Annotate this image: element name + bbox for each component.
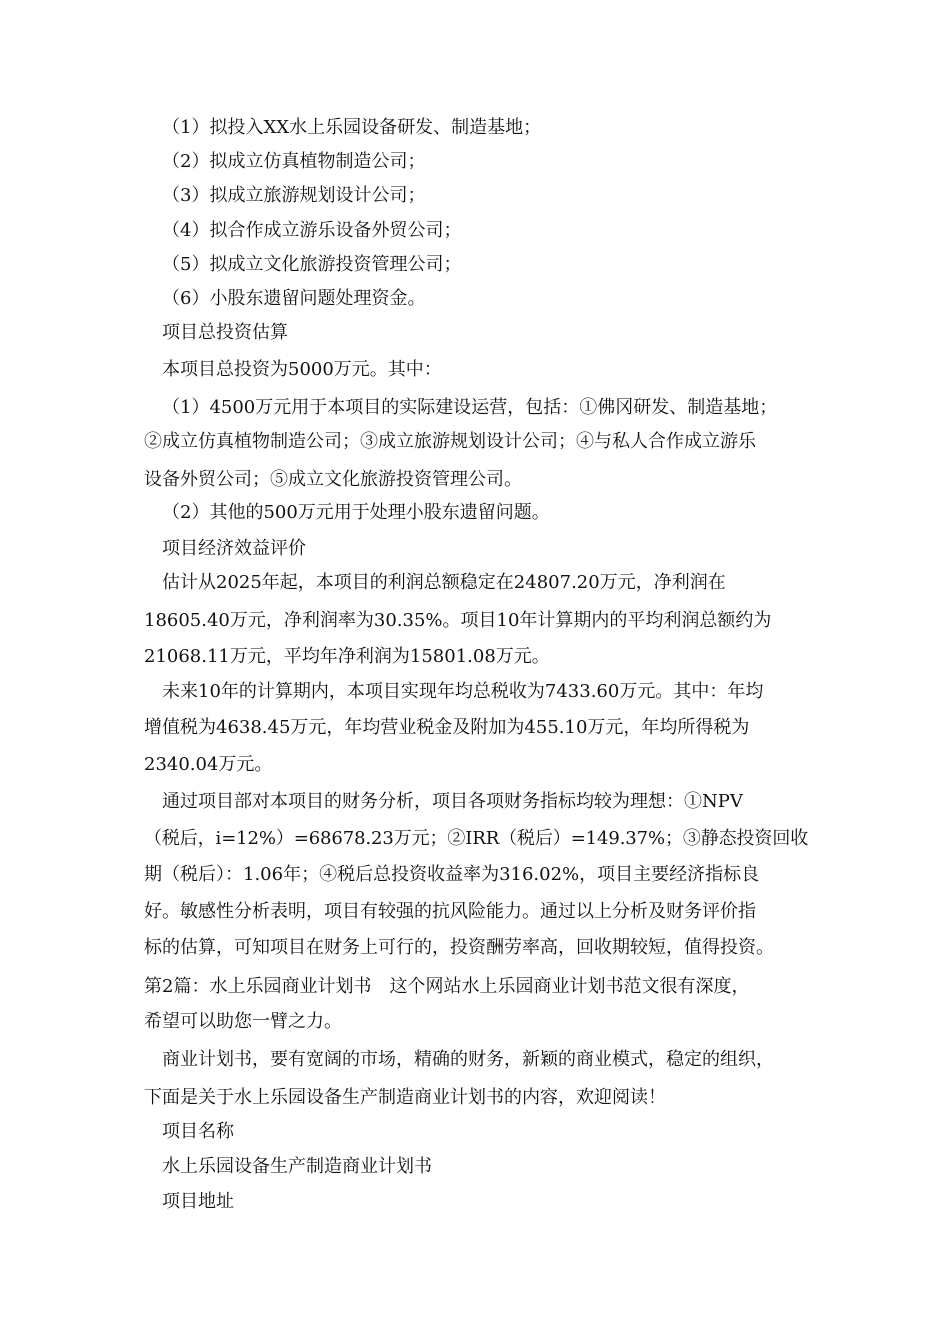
section-heading-project-name: 项目名称 (162, 1121, 234, 1142)
paragraph-line: 下面是关于水上乐园设备生产制造商业计划书的内容，欢迎阅读！ (144, 1087, 666, 1108)
section-heading-economic-evaluation: 项目经济效益评价 (162, 538, 306, 559)
paragraph-line: 增值税为4638.45万元，年均营业税金及附加为455.10万元，年均所得税为 (144, 717, 750, 738)
section-heading-investment: 项目总投资估算 (162, 322, 288, 343)
list-item-5: （5）拟成立文化旅游投资管理公司； (162, 254, 462, 275)
paragraph-line: 21068.11万元，平均年净利润为15801.08万元。 (144, 646, 550, 667)
chapter-heading-line: 第2篇：水上乐园商业计划书 这个网站水上乐园商业计划书范文很有深度， (144, 976, 750, 997)
paragraph-line: 标的估算，可知项目在财务上可行的，投资酬劳率高，回收期较短，值得投资。 (144, 937, 774, 958)
paragraph-line: 水上乐园设备生产制造商业计划书 (162, 1156, 432, 1177)
paragraph-line: （1）4500万元用于本项目的实际建设运营，包括：①佛冈研发、制造基地； (162, 397, 778, 418)
paragraph-line: 好。敏感性分析表明，项目有较强的抗风险能力。通过以上分析及财务评价指 (144, 901, 756, 922)
paragraph-line: 估计从2025年起，本项目的利润总额稳定在24807.20万元，净利润在 (162, 572, 726, 593)
paragraph-line: 设备外贸公司；⑤成立文化旅游投资管理公司。 (144, 469, 522, 490)
list-item-2: （2）拟成立仿真植物制造公司； (162, 151, 426, 172)
paragraph-line: （2）其他的500万元用于处理小股东遗留问题。 (162, 502, 550, 523)
paragraph-line: 期（税后）：1.06年；④税后总投资收益率为316.02%，项目主要经济指标良 (144, 864, 760, 885)
section-heading-project-address: 项目地址 (162, 1191, 234, 1212)
paragraph-line: 18605.40万元，净利润率为30.35%。项目10年计算期内的平均利润总额约为 (144, 610, 772, 631)
paragraph-line: 2340.04万元。 (144, 754, 273, 775)
list-item-3: （3）拟成立旅游规划设计公司； (162, 185, 426, 206)
paragraph-line: 商业计划书，要有宽阔的市场，精确的财务，新颖的商业模式，稳定的组织， (162, 1049, 774, 1070)
paragraph-line: 希望可以助您一臂之力。 (144, 1011, 342, 1032)
list-item-1: （1）拟投入XX水上乐园设备研发、制造基地； (162, 117, 542, 138)
paragraph-line: 通过项目部对本项目的财务分析，项目各项财务指标均较为理想：①NPV (162, 791, 743, 812)
paragraph-line: 本项目总投资为5000万元。其中： (162, 359, 442, 380)
paragraph-line: 未来10年的计算期内，本项目实现年均总税收为7433.60万元。其中：年均 (162, 681, 764, 702)
paragraph-line: （税后，i=12%）=68678.23万元；②IRR（税后）=149.37%；③静态投资回收 (144, 828, 809, 849)
paragraph-line: ②成立仿真植物制造公司；③成立旅游规划设计公司；④与私人合作成立游乐 (144, 431, 756, 452)
list-item-4: （4）拟合作成立游乐设备外贸公司； (162, 220, 462, 241)
list-item-6: （6）小股东遗留问题处理资金。 (162, 288, 426, 309)
